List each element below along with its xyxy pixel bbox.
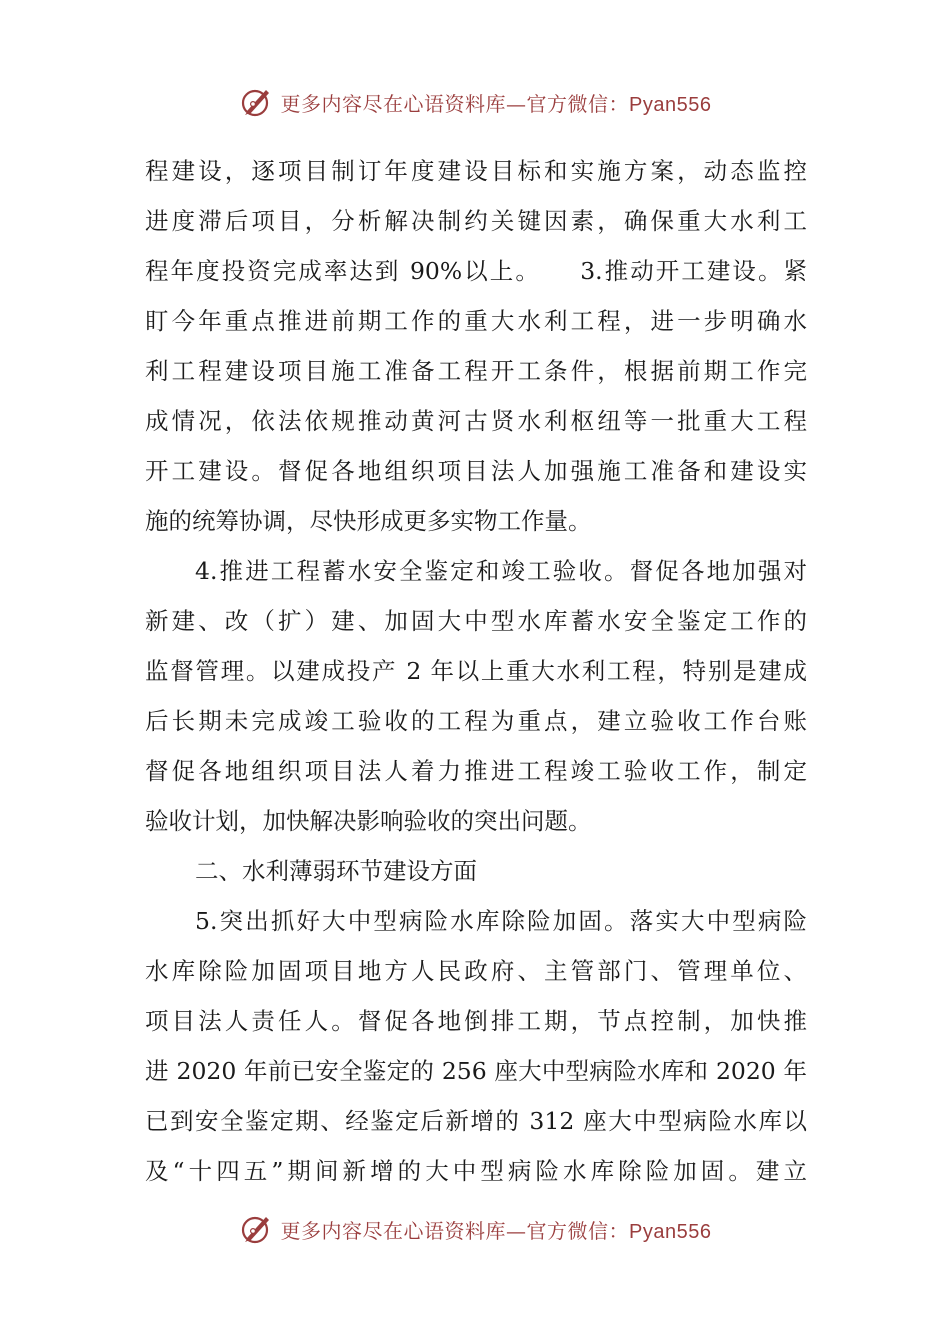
footer-banner-inner bbox=[239, 1212, 712, 1246]
body-line: 进度滞后项目，分析解决制约关键因素，确保重大水利工 bbox=[145, 207, 807, 235]
section-heading: 二、水利薄弱环节建设方面 bbox=[195, 857, 477, 885]
footer-wechat-id: Pyan556 bbox=[629, 1220, 712, 1243]
footer-banner-label: 更多内容尽在心语资料库—官方微信： bbox=[280, 1218, 630, 1243]
footer-banner-text bbox=[281, 1215, 712, 1244]
body-line: 进 2020 年前已安全鉴定的 256 座大中型病险水库和 2020 年 bbox=[145, 1057, 807, 1085]
body-line: 水库除险加固项目地方人民政府、主管部门、管理单位、 bbox=[145, 957, 807, 985]
footer-banner bbox=[0, 1207, 950, 1251]
header-banner-inner bbox=[239, 85, 712, 119]
body-line: 督促各地组织项目法人着力推进工程竣工验收工作，制定 bbox=[145, 757, 807, 785]
body-line: 成情况，依法依规推动黄河古贤水利枢纽等一批重大工程 bbox=[145, 407, 807, 435]
body-line: 监督管理。以建成投产 2 年以上重大水利工程，特别是建成 bbox=[145, 657, 807, 685]
body-line: 新建、改（扩）建、加固大中型水库蓄水安全鉴定工作的 bbox=[145, 607, 807, 635]
header-wechat-id: Pyan556 bbox=[629, 93, 712, 116]
body-line: 5.突出抓好大中型病险水库除险加固。落实大中型病险 bbox=[195, 907, 807, 935]
body-line: 项目法人责任人。督促各地倒排工期，节点控制，加快推 bbox=[145, 1007, 807, 1035]
body-line: 施的统筹协调，尽快形成更多实物工作量。 bbox=[145, 507, 592, 535]
document-body bbox=[145, 146, 807, 1196]
body-line: 盯今年重点推进前期工作的重大水利工程，进一步明确水 bbox=[145, 307, 807, 335]
body-line: 4.推进工程蓄水安全鉴定和竣工验收。督促各地加强对 bbox=[195, 557, 807, 585]
body-line: 已到安全鉴定期、经鉴定后新增的 312 座大中型病险水库以 bbox=[145, 1107, 807, 1135]
header-banner bbox=[0, 80, 950, 124]
header-banner-text bbox=[281, 88, 712, 117]
header-banner-label: 更多内容尽在心语资料库—官方微信： bbox=[280, 91, 630, 116]
body-line: 验收计划，加快解决影响验收的突出问题。 bbox=[145, 807, 592, 835]
body-line: 程年度投资完成率达到 90%以上。 3.推动开工建设。紧 bbox=[145, 257, 807, 285]
body-line: 及“十四五”期间新增的大中型病险水库除险加固。建立 bbox=[145, 1157, 807, 1185]
body-line: 开工建设。督促各地组织项目法人加强施工准备和建设实 bbox=[145, 457, 807, 485]
pen-seal-icon bbox=[239, 85, 273, 119]
body-line: 利工程建设项目施工准备工程开工条件，根据前期工作完 bbox=[145, 357, 807, 385]
body-line: 后长期未完成竣工验收的工程为重点，建立验收工作台账 bbox=[145, 707, 807, 735]
body-line: 程建设，逐项目制订年度建设目标和实施方案，动态监控 bbox=[145, 157, 807, 185]
pen-seal-icon bbox=[239, 1212, 273, 1246]
